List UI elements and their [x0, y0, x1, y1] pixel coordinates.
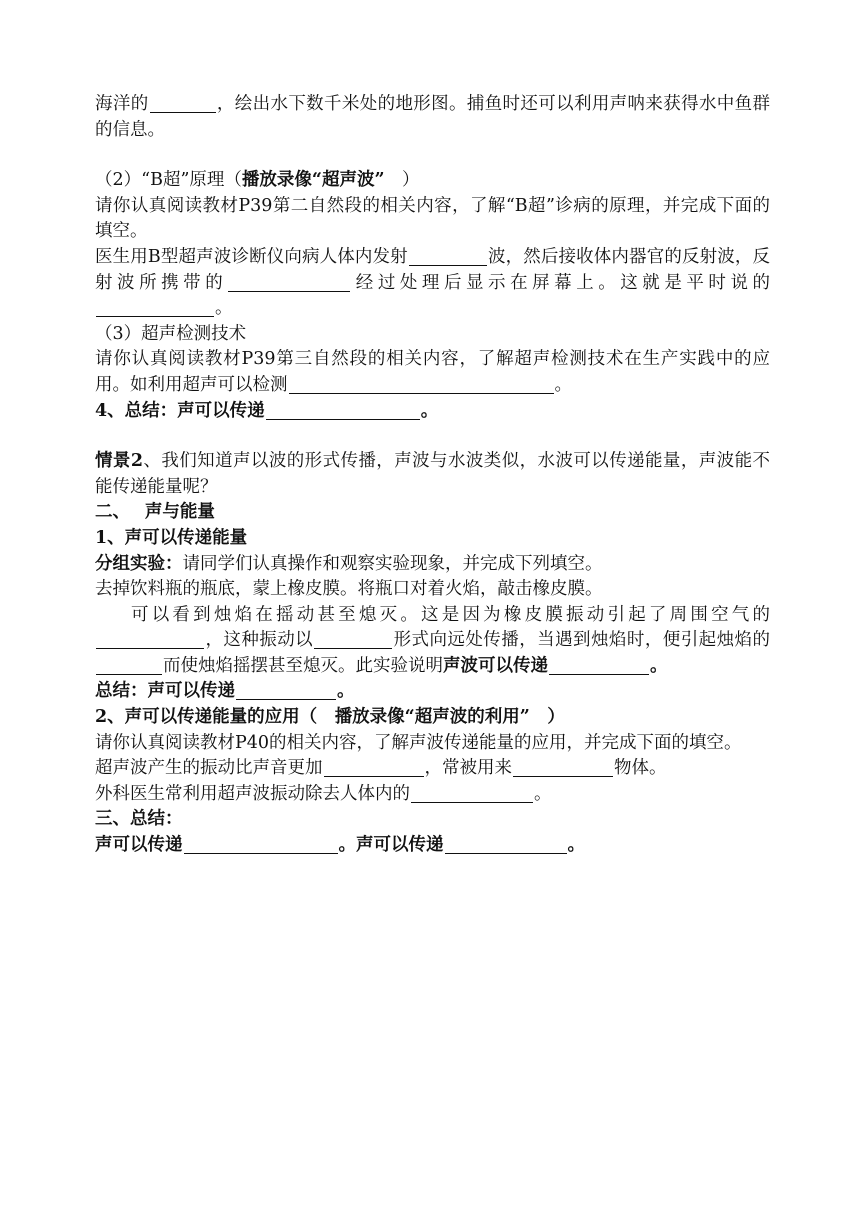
- paragraph-read-p39-2: 请你认真阅读教材P39第二自然段的相关内容，了解“B超”诊病的原理，并完成下面的填空。: [95, 195, 770, 242]
- text: 。: [215, 298, 233, 319]
- text: 医生用B型超声波诊断仪向病人体内发射: [95, 246, 408, 267]
- fill-blank[interactable]: [409, 246, 487, 266]
- text: 形式向远处传播，当遇到烛焰时，便引起烛焰的: [393, 630, 770, 651]
- worksheet-page: [95, 92, 770, 859]
- fill-blank[interactable]: [184, 834, 338, 854]
- fill-blank[interactable]: [150, 93, 216, 113]
- text: 总结：声可以传递: [95, 681, 235, 702]
- text: ，常被用来: [424, 758, 512, 779]
- section-2-title: 二、 声与能量: [95, 502, 215, 523]
- text: 。: [650, 655, 668, 676]
- experiment-label: 分组实验：: [95, 553, 183, 574]
- fill-blank[interactable]: [96, 629, 204, 649]
- paragraph-sonar: [95, 92, 770, 143]
- section-ultrasonic-testing-title: （3）超声检测技术: [95, 323, 247, 344]
- text: ，绘出水下数千米处的地形图。捕鱼时还可以利用声呐来获得水中鱼群的信息。: [95, 94, 771, 140]
- fill-blank[interactable]: [411, 783, 533, 803]
- text: （2）“B超”原理（: [95, 170, 242, 191]
- text: 请你认真阅读教材P39第三自然段的相关内容，了解超声检测技术在生产实践中的应用。如利用超声可以检测: [95, 349, 770, 395]
- fill-blank[interactable]: [236, 680, 336, 700]
- fill-blank[interactable]: [314, 629, 392, 649]
- text: 声可以传递: [95, 835, 183, 856]
- text: 2、声可以传递能量的应用（: [95, 707, 318, 728]
- text: 。: [420, 400, 439, 421]
- text: 。声可以传递: [338, 835, 444, 856]
- text: 4、总结：声可以传递: [95, 400, 265, 421]
- final-summary: [95, 833, 770, 859]
- text: 物体。: [614, 758, 667, 779]
- paragraph-b-ultrasound: [95, 245, 770, 322]
- spacer: [95, 424, 770, 449]
- section-b-ultrasound-title: [95, 168, 770, 194]
- fill-blank[interactable]: [513, 757, 613, 777]
- text: ，这种振动以: [205, 630, 314, 651]
- fill-blank[interactable]: [266, 400, 420, 420]
- fill-blank[interactable]: [96, 655, 162, 675]
- text: 请同学们认真操作和观察实验现象，并完成下列填空。: [182, 553, 603, 574]
- summary-energy: [95, 679, 770, 705]
- fill-blank[interactable]: [228, 272, 350, 292]
- fill-blank[interactable]: [289, 374, 554, 394]
- summary-4: [95, 399, 770, 425]
- text: 。: [567, 835, 585, 856]
- fill-blank[interactable]: [549, 655, 649, 675]
- text: 而使烛焰摇摆甚至熄灭。此实验说明: [163, 655, 443, 676]
- spacer: [95, 143, 770, 168]
- text: ）: [547, 707, 565, 728]
- text: 。: [554, 374, 572, 395]
- text: 超声波产生的振动比声音更加: [95, 758, 323, 779]
- text: 可以看到烛焰在摇动甚至熄灭。这是因为橡皮膜振动引起了周围空气的: [131, 604, 770, 625]
- video-note: 播放录像“超声波”: [241, 170, 385, 191]
- scene-2: [95, 449, 770, 500]
- paragraph-surgery: [95, 782, 770, 808]
- paragraph-ultrasonic-testing: [95, 347, 770, 398]
- subsection-1-title: 1、声可以传递能量: [95, 527, 248, 548]
- text: 。: [534, 783, 552, 804]
- experiment-steps: 去掉饮料瓶的瓶底，蒙上橡皮膜。将瓶口对着火焰，敲击橡皮膜。: [95, 579, 603, 600]
- subsection-2-title: [95, 705, 770, 731]
- scene-label: 情景2: [95, 451, 144, 472]
- text: 声波可以传递: [443, 655, 548, 676]
- text: 经过处理后显示在屏幕上。这就是平时说的: [351, 272, 771, 293]
- text: 波，然后接收体内器官的反射波，反射波所携带的: [95, 246, 771, 293]
- text: 外科医生常利用超声波振动除去人体内的: [95, 783, 410, 804]
- video-note: 播放录像“超声波的利用”: [334, 707, 530, 728]
- text: 海洋的: [95, 94, 149, 114]
- group-experiment: [95, 552, 770, 578]
- paragraph-read-p40: 请你认真阅读教材P40的相关内容，了解声波传递能量的应用，并完成下面的填空。: [95, 732, 742, 753]
- paragraph-ultrasound-vibration: [95, 756, 770, 782]
- fill-blank[interactable]: [324, 757, 424, 777]
- text: 。: [337, 681, 355, 702]
- text: ）: [402, 170, 420, 191]
- text: 、我们知道声以波的形式传播，声波与水波类似，水波可以传递能量，声波能不能传递能量呢？: [95, 451, 770, 497]
- paragraph-observation: [95, 603, 770, 680]
- fill-blank[interactable]: [96, 297, 214, 317]
- fill-blank[interactable]: [445, 834, 567, 854]
- section-3-title: 三、总结：: [95, 809, 183, 830]
